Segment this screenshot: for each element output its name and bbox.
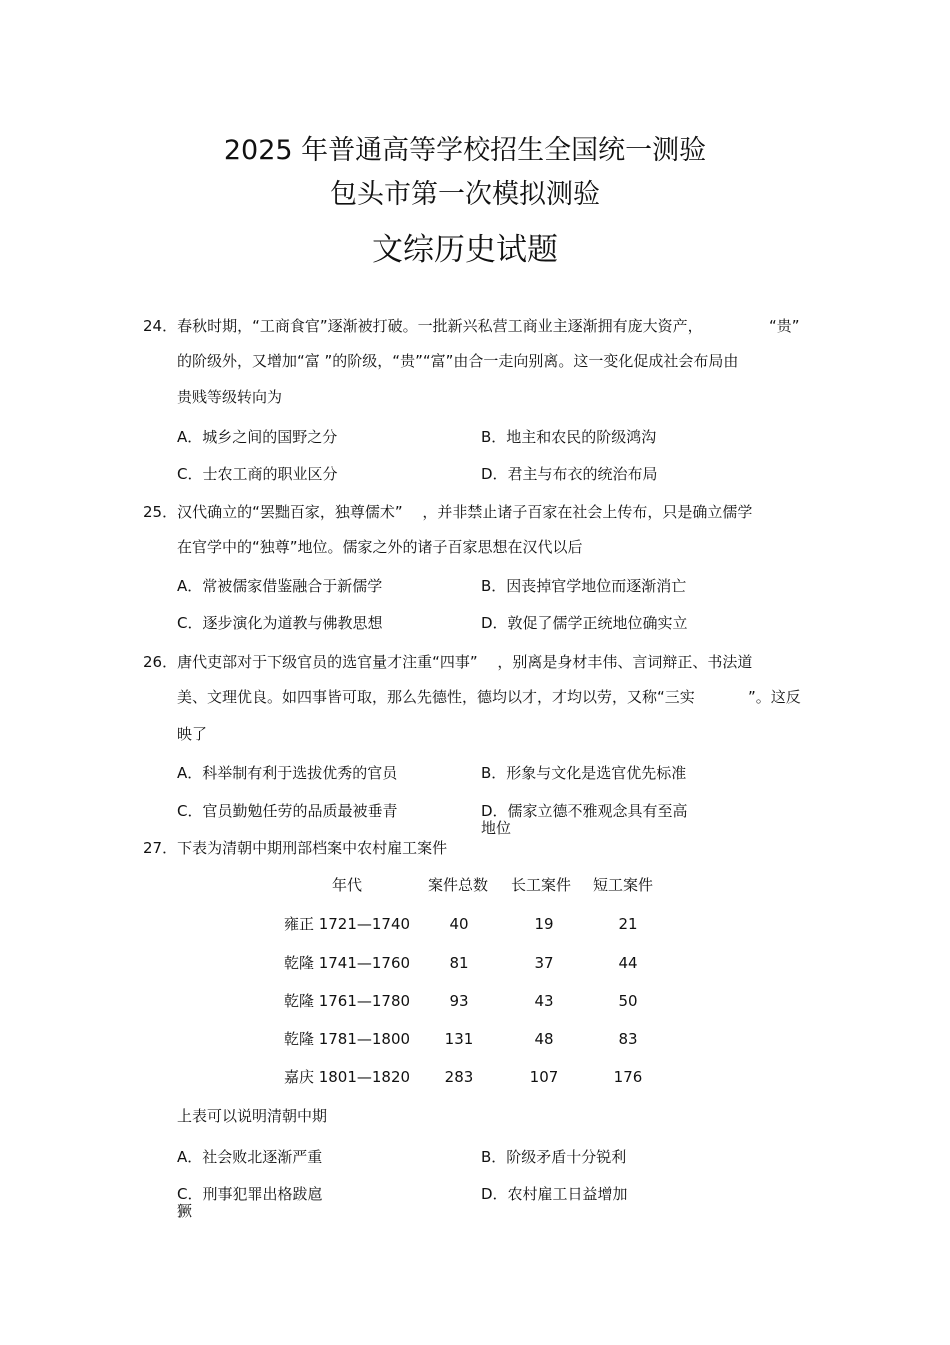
table-cell-short: 176 bbox=[613, 1068, 643, 1086]
q25-option-d: D．敦促了儒学正统地位确实立 bbox=[481, 614, 688, 632]
q24-option-a: A．城乡之间的国野之分 bbox=[177, 428, 338, 446]
q26-stem-line3: 映了 bbox=[177, 725, 208, 743]
exam-title: 2025 年普通高等学校招生全国统一测验 bbox=[223, 135, 707, 166]
q25-option-a: A．常被儒家借鉴融合于新儒学 bbox=[177, 577, 383, 595]
q26-option-d-cont: 地位 bbox=[481, 819, 512, 837]
table-cell-long: 19 bbox=[534, 915, 554, 933]
q27-option-b: B．阶级矛盾十分锐利 bbox=[481, 1148, 627, 1166]
table-cell-short: 44 bbox=[618, 954, 638, 972]
q26-stem-line2-end: ”。这反 bbox=[748, 688, 801, 706]
q24-option-d: D．君主与布衣的统治布局 bbox=[481, 465, 658, 483]
q26-option-d: D．儒家立德不雅观念具有至高 bbox=[481, 802, 688, 820]
table-header-long-term: 长工案件 bbox=[510, 876, 571, 894]
table-cell-era: 嘉庆 1801—1820 bbox=[283, 1068, 411, 1086]
table-header-short-term: 短工案件 bbox=[592, 876, 653, 894]
table-cell-era: 雍正 1721—1740 bbox=[283, 915, 411, 933]
table-cell-short: 21 bbox=[618, 915, 638, 933]
q27-option-c-cont: 獗 bbox=[177, 1202, 193, 1220]
q26-option-c: C．官员勤勉任劳的品质最被垂青 bbox=[177, 802, 398, 820]
table-cell-era: 乾隆 1781—1800 bbox=[283, 1030, 411, 1048]
table-cell-total: 40 bbox=[449, 915, 469, 933]
q27-option-a: A．社会败北逐渐严重 bbox=[177, 1148, 323, 1166]
table-cell-total: 81 bbox=[449, 954, 469, 972]
table-cell-total: 283 bbox=[444, 1068, 474, 1086]
q24-option-c: C．士农工商的职业区分 bbox=[177, 465, 338, 483]
q25-stem-line1: 25．汉代确立的“罢黜百家，独尊儒术” ，并非禁止诸子百家在社会上传布，只是确立儒学 bbox=[143, 503, 753, 521]
q26-stem-line2: 美、文理优良。如四事皆可取，那么先德性，德均以才，才均以劳，又称“三实 bbox=[177, 688, 695, 706]
table-cell-short: 50 bbox=[618, 992, 638, 1010]
q26-stem-line1: 26．唐代吏部对于下级官员的选官量才注重“四事” ，别离是身材丰伟、言词辩正、书法道 bbox=[143, 653, 753, 671]
q26-option-b: B．形象与文化是选官优先标准 bbox=[481, 764, 687, 782]
table-cell-short: 83 bbox=[618, 1030, 638, 1048]
table-cell-total: 93 bbox=[449, 992, 469, 1010]
table-cell-total: 131 bbox=[444, 1030, 474, 1048]
q24-stem-line1-end: “贵” bbox=[769, 317, 800, 335]
table-cell-long: 37 bbox=[534, 954, 554, 972]
q26-option-a: A．科举制有利于选拔优秀的官员 bbox=[177, 764, 398, 782]
q25-option-b: B．因丧掉官学地位而逐渐消亡 bbox=[481, 577, 687, 595]
table-cell-era: 乾隆 1741—1760 bbox=[283, 954, 411, 972]
q24-stem-line2: 的阶级外，又增加“富 ”的阶级，“贵”“富”由合一走向别离。这一变化促成社会布局由 bbox=[177, 352, 739, 370]
q27-option-c: C．刑事犯罪出格跋扈 bbox=[177, 1185, 323, 1203]
subject-title: 文综历史试题 bbox=[372, 232, 558, 268]
q27-stem-line2: 上表可以说明清朝中期 bbox=[177, 1107, 328, 1125]
table-cell-long: 107 bbox=[529, 1068, 559, 1086]
table-header-era: 年代 bbox=[331, 876, 362, 894]
table-header-total: 案件总数 bbox=[427, 876, 488, 894]
q27-stem-line1: 27．下表为清朝中期刑部档案中农村雇工案件 bbox=[143, 839, 448, 857]
q27-option-d: D．农村雇工日益增加 bbox=[481, 1185, 628, 1203]
table-cell-long: 48 bbox=[534, 1030, 554, 1048]
exam-subtitle: 包头市第一次模拟测验 bbox=[330, 179, 600, 210]
q25-option-c: C．逐步演化为道教与佛教思想 bbox=[177, 614, 383, 632]
q25-stem-line2: 在官学中的“独尊”地位。儒家之外的诸子百家思想在汉代以后 bbox=[177, 538, 583, 556]
q24-option-b: B．地主和农民的阶级鸿沟 bbox=[481, 428, 657, 446]
table-cell-long: 43 bbox=[534, 992, 554, 1010]
table-cell-era: 乾隆 1761—1780 bbox=[283, 992, 411, 1010]
q24-stem-line3: 贵贱等级转向为 bbox=[177, 388, 283, 406]
q24-stem-line1: 24．春秋时期，“工商食官”逐渐被打破。一批新兴私营工商业主逐渐拥有庞大资产， bbox=[143, 317, 703, 335]
